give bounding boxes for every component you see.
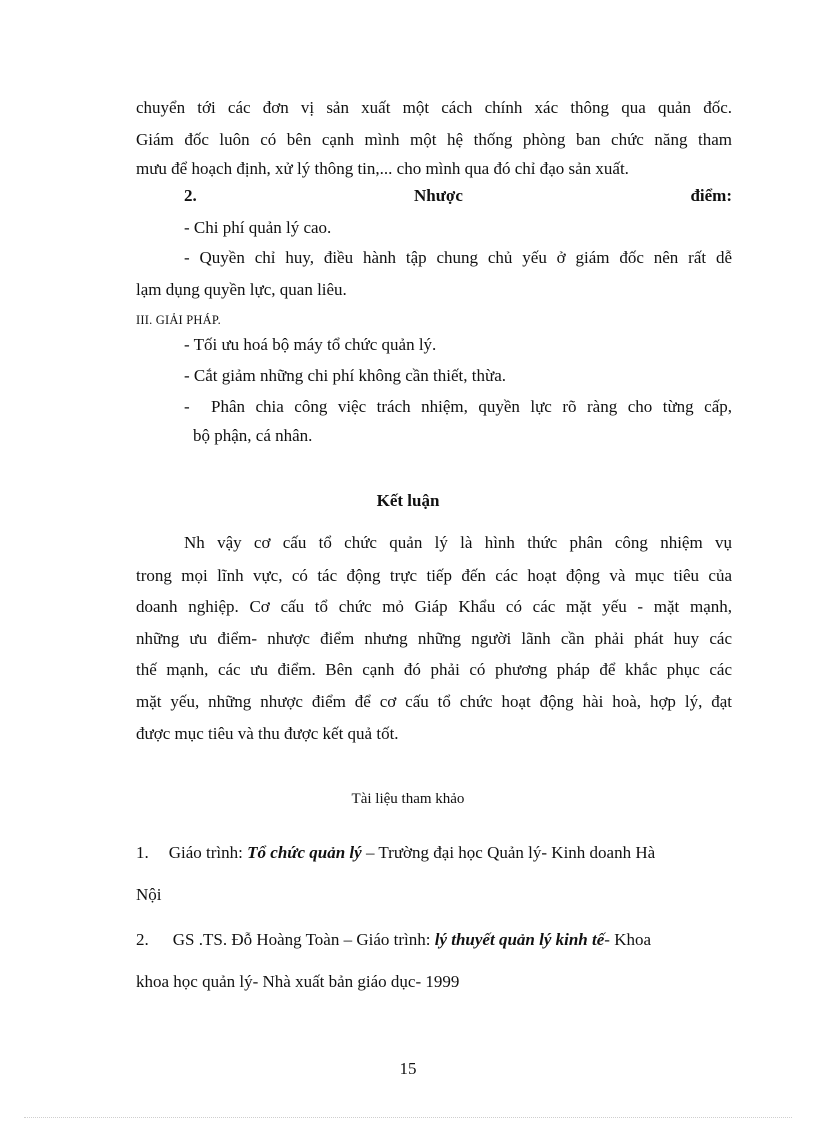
section-2-title: Nhược [414, 186, 463, 205]
conclusion-line-3: doanh nghiệp. Cơ cấu tổ chức mỏ Giáp Khẩu có các mặt yếu - mặt mạnh, [136, 597, 732, 616]
reference-1-cont: Nội [136, 885, 162, 904]
reference-2-title: lý thuyết quản lý kinh tế [434, 930, 605, 949]
section-2-item-2: - Quyền chỉ huy, điều hành tập chung chủ yếu ở giám đốc nên rất dễ [184, 248, 732, 267]
conclusion-line-2: trong mọi lĩnh vực, có tác động trực tiếp đến các hoạt động và mục tiêu của [136, 566, 732, 585]
reference-2-suffix: - Khoa [604, 930, 652, 949]
conclusion-line-1: Nh vậy cơ cấu tổ chức quản lý là hình thức phân công nhiệm vụ [184, 533, 732, 552]
reference-1-prefix: Giáo trình: [168, 843, 248, 862]
section-2-title-end: điểm: [690, 186, 732, 205]
conclusion-title: Kết luận [376, 491, 440, 510]
section-3-dash: - [184, 397, 190, 416]
section-3-item-1: - Tối ưu hoá bộ máy tổ chức quản lý. [184, 335, 437, 354]
page-number: 15 [399, 1059, 417, 1078]
intro-line-3: mưu để hoạch định, xử lý thông tin,... cho mình qua đó chỉ đạo sản xuất. [136, 159, 629, 178]
section-2-number: 2. [184, 186, 197, 205]
reference-1-suffix: – Trường đại học Quản lý- Kinh doanh Hà [361, 843, 656, 862]
intro-line-2: Giám đốc luôn có bên cạnh mình một hệ thống phòng ban chức năng tham [136, 130, 732, 149]
conclusion-line-7: được mục tiêu và thu được kết quả tốt. [136, 724, 399, 743]
section-3-item-3-line-1: Phân chia công việc trách nhiệm, quyền lực rõ ràng cho từng cấp, [211, 397, 732, 416]
conclusion-line-5: thế mạnh, các ưu điểm. Bên cạnh đó phải có phương pháp để khắc phục các [136, 660, 732, 679]
reference-2 [136, 929, 732, 951]
reference-2-prefix: GS .TS. Đỗ Hoàng Toàn – Giáo trình: [172, 930, 435, 949]
section-2-heading [184, 186, 732, 208]
reference-1-number: 1. [136, 843, 149, 862]
section-2-item-2-cont: lạm dụng quyền lực, quan liêu. [136, 280, 347, 299]
reference-1 [136, 842, 732, 864]
conclusion-line-6: mặt yếu, những nhược điểm để cơ cấu tổ chức hoạt động hài hoà, hợp lý, đạt [136, 692, 732, 711]
references-title: Tài liệu tham khảo [351, 791, 465, 807]
section-3-item-3-line-2: bộ phận, cá nhân. [193, 426, 313, 445]
page-bottom-divider [24, 1117, 792, 1118]
section-3-item-2: - Cắt giảm những chi phí không cần thiết, thừa. [184, 366, 507, 385]
reference-2-number: 2. [136, 930, 149, 949]
intro-line-1: chuyển tới các đơn vị sản xuất một cách chính xác thông qua quản đốc. [136, 98, 732, 117]
reference-1-title: Tổ chức quản lý [247, 843, 362, 862]
section-3-title: III. GIẢI PHÁP. [136, 313, 221, 327]
reference-2-cont: khoa học quản lý- Nhà xuất bản giáo dục- 1999 [136, 972, 460, 991]
conclusion-line-4: những ưu điểm- nhược điểm nhưng những người lãnh cần phải phát huy các [136, 629, 732, 648]
section-2-item-1: - Chi phí quản lý cao. [184, 218, 332, 237]
